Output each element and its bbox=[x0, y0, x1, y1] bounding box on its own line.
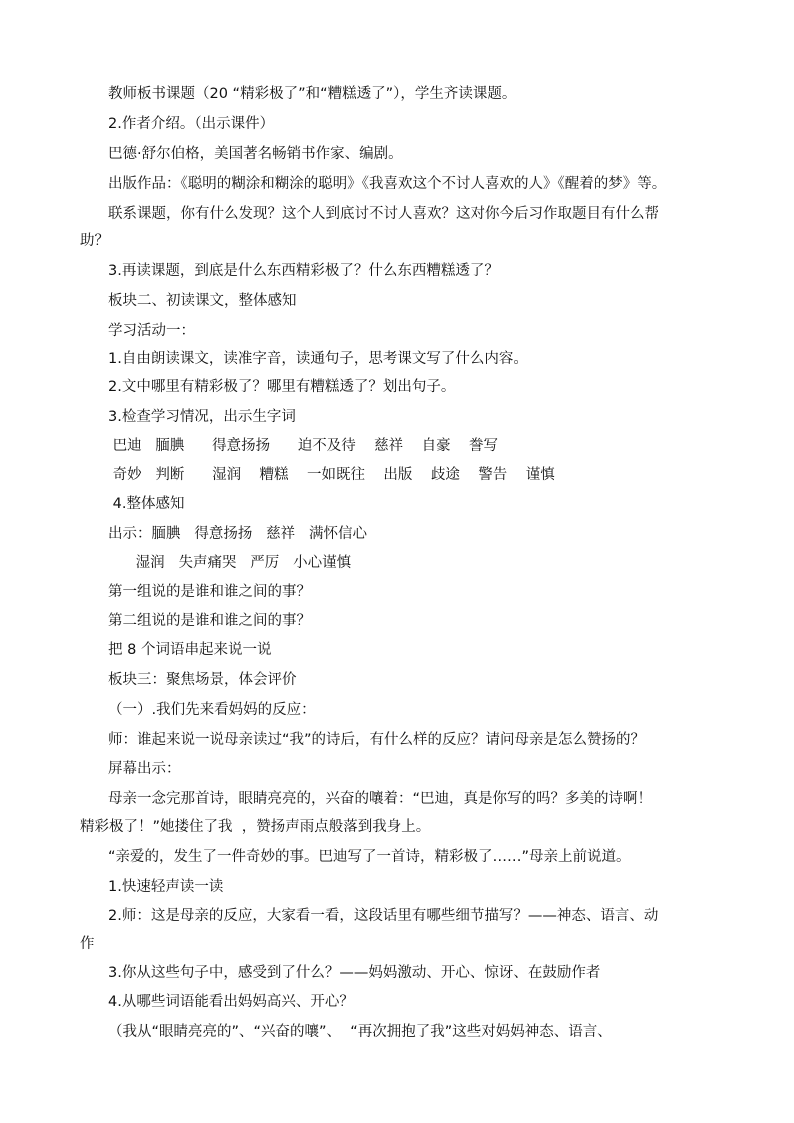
line-published-works: 出版作品：《聪明的糊涂和糊涂的聪明》《我喜欢这个不讨人喜欢的人》《醒着的梦》等。 bbox=[108, 176, 667, 192]
line-group-one-question: 第一组说的是谁和谁之间的事？ bbox=[108, 584, 311, 600]
line-link-title-question: 联系课题，你有什么发现？这个人到底讨不讨人喜欢？这对你今后习作取题目有什么帮 bbox=[108, 206, 659, 222]
line-course-title: 教师板书课题（20 “精彩极了”和“糟糕透了”），学生齐读课题。 bbox=[108, 86, 517, 102]
line-quote-2: “亲爱的，发生了一件奇妙的事。巴迪写了一首诗，精彩极了……”母亲上前说道。 bbox=[108, 849, 631, 865]
line-teacher-question: 师：谁起来说一说母亲读过“我”的诗后，有什么样的反应？请问母亲是怎么赞扬的？ bbox=[108, 732, 646, 748]
line-activity-one: 学习活动一： bbox=[108, 323, 195, 339]
line-quote-1: 母亲一念完那首诗，眼睛亮亮的，兴奋的嚷着：“巴迪，真是你写的吗？多美的诗啊！ bbox=[108, 791, 653, 807]
line-section-three-heading: 板块三：聚焦场景，体会评价 bbox=[108, 672, 297, 688]
line-author-intro: 2.作者介绍。（出示课件） bbox=[108, 116, 275, 132]
line-link-title-question-cont: 助？ bbox=[80, 233, 109, 249]
line-detail-description-cont: 作 bbox=[80, 936, 95, 952]
line-section-two-heading: 板块二、初读课文，整体感知 bbox=[108, 293, 297, 309]
line-vocab-row-2: 奇妙 判断 湿润 糟糕 一如既往 出版 歧途 警告 谨慎 bbox=[108, 467, 555, 483]
line-screen-show: 屏幕出示： bbox=[108, 761, 181, 777]
line-quote-1-cont: 精彩极了！”她搂住了我 ，赞扬声雨点般落到我身上。 bbox=[80, 819, 431, 835]
line-overall-perception: 4.整体感知 bbox=[108, 496, 185, 512]
line-find-sentences: 2.文中哪里有精彩极了？哪里有糟糕透了？划出句子。 bbox=[108, 379, 456, 395]
line-answer-partial: （我从“眼睛亮亮的”、“兴奋的嚷”、 “再次拥抱了我”这些对妈妈神态、语言、 bbox=[108, 1024, 612, 1040]
line-words-happy: 4.从哪些词语能看出妈妈高兴、开心？ bbox=[108, 994, 354, 1010]
line-quick-read: 1.快速轻声读一读 bbox=[108, 879, 224, 895]
line-reread-title: 3.再读课题，到底是什么东西精彩极了？什么东西糟糕透了？ bbox=[108, 263, 499, 279]
line-detail-description: 2.师：这是母亲的反应，大家看一看，这段话里有哪些细节描写？——神态、语言、动 bbox=[108, 908, 659, 924]
line-show-group-2: 湿润 失声痛哭 严厉 小心谨慎 bbox=[108, 555, 352, 571]
line-string-words: 把 8 个词语串起来说一说 bbox=[108, 642, 272, 658]
line-author-name: 巴德·舒尔伯格，美国著名畅销书作家、编剧。 bbox=[108, 146, 403, 162]
line-feeling: 3.你从这些句子中，感受到了什么？——妈妈激动、开心、惊讶、在鼓励作者 bbox=[108, 965, 601, 981]
line-group-two-question: 第二组说的是谁和谁之间的事？ bbox=[108, 613, 311, 629]
line-show-group-1: 出示：腼腆 得意扬扬 慈祥 满怀信心 bbox=[108, 526, 367, 542]
line-mother-reaction: （一）.我们先来看妈妈的反应： bbox=[108, 702, 316, 718]
line-check-learning: 3.检查学习情况，出示生字词 bbox=[108, 409, 296, 425]
line-free-reading: 1.自由朗读课文，读准字音，读通句子，思考课文写了什么内容。 bbox=[108, 351, 528, 367]
line-vocab-row-1: 巴迪 腼腆 得意扬扬 迫不及待 慈祥 自豪 誊写 bbox=[108, 438, 499, 454]
